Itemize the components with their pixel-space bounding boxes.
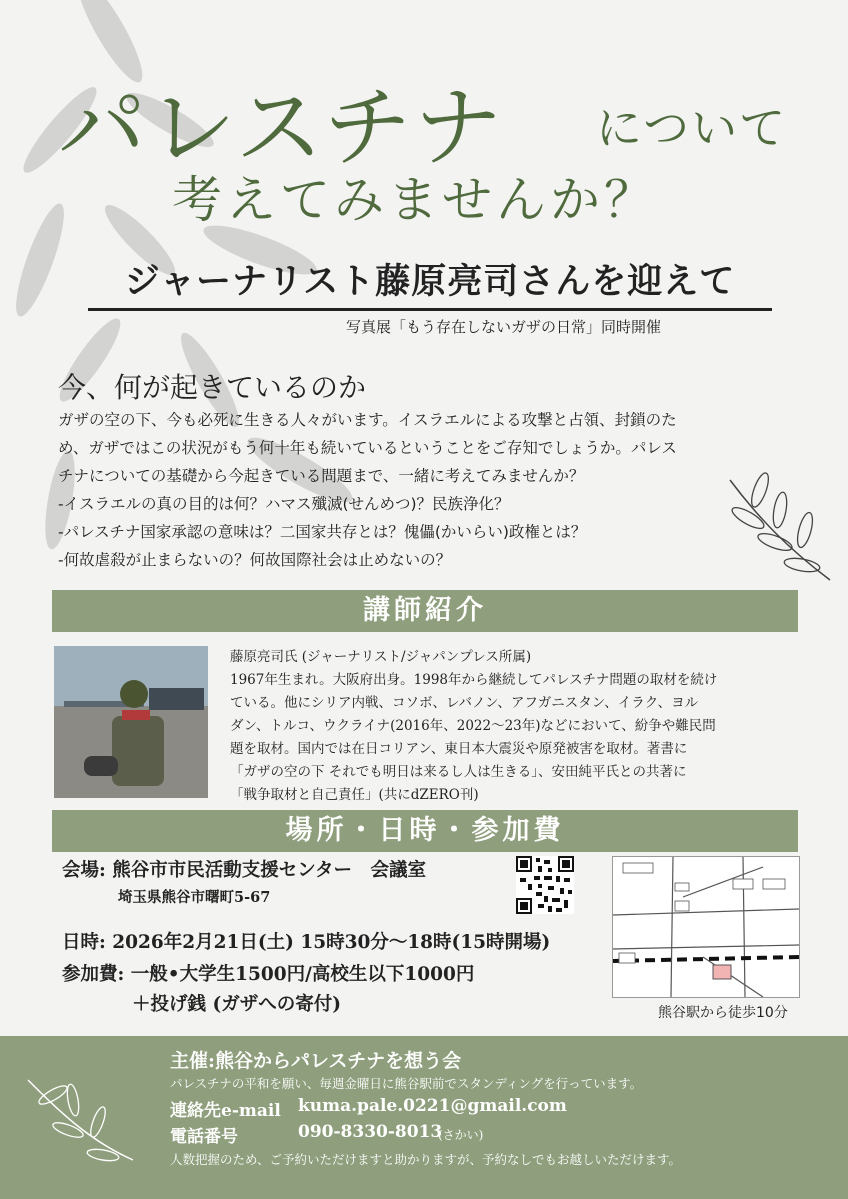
bio-line: 「ガザの空の下 それでも明日は来るし人は生きる」、安田純平氏との共著に bbox=[230, 764, 687, 780]
intro-line: ガザの空の下、今も必死に生きる人々がいます。イスラエルによる攻撃と占領、封鎖のた bbox=[58, 411, 677, 429]
speaker-photo bbox=[54, 646, 208, 798]
bio-line: 1967年生まれ。大阪府出身。1998年から継続してパレスチナ問題の取材を続け bbox=[230, 672, 718, 688]
footer bbox=[0, 1036, 848, 1199]
question-item: -イスラエルの真の目的は何？ハマス殲滅(せんめつ)？民族浄化？ bbox=[58, 495, 510, 513]
question-item: -パレスチナ国家承認の意味は？二国家共存とは？傀儡(かいらい)政権とは？ bbox=[58, 523, 587, 541]
participation-fee: 参加費: 一般•大学生1500円/高校生以下1000円 bbox=[62, 964, 475, 985]
address: 埼玉県熊谷市曙町5-67 bbox=[118, 889, 271, 906]
bio-line: ダン、トルコ、ウクライナ(2016年、2022～23年)などにおいて、紛争や難民問 bbox=[230, 718, 716, 734]
bio-line: 題を取材。国内では在日コリアン、東日本大震災や原発被害を取材。著書に bbox=[230, 741, 688, 757]
bio-line: 「戦争取材と自己責任」(共にdZERO刊) bbox=[230, 787, 479, 803]
title-main: パレスチナ bbox=[58, 76, 504, 179]
question-item: -何故虐殺が止まらないの？何故国際社会は止めないの？ bbox=[58, 551, 452, 569]
title-sub-about: について bbox=[596, 101, 788, 155]
organizer-description: パレスチナの平和を願い、毎週金曜日に熊谷駅前でスタンディングを行っています。 bbox=[170, 1076, 643, 1091]
info-section-band: 場所・日時・参加費 bbox=[52, 810, 798, 852]
map-caption: 熊谷駅から徒歩10分 bbox=[658, 1005, 788, 1021]
reservation-note: 人数把握のため、ご予約いただけますと助かりますが、予約なしでもお越しいただけます。 bbox=[170, 1152, 682, 1167]
organizer: 主催:熊谷からパレスチナを想う会 bbox=[170, 1050, 462, 1072]
intro-text bbox=[58, 406, 798, 574]
phone-label: 電話番号 bbox=[170, 1127, 238, 1147]
email-link[interactable]: kuma.pale.0221@gmail.com bbox=[298, 1096, 567, 1116]
olive-branch-icon bbox=[720, 460, 840, 590]
phone-contact-note: (さかい) bbox=[438, 1128, 484, 1142]
intro-line: め、ガザではこの状況がもう何十年も続いているということをご存知でしょうか。パレス bbox=[58, 439, 677, 457]
donation-note: ＋投げ銭 (ガザへの寄付) bbox=[132, 994, 341, 1015]
speaker-bio bbox=[230, 646, 802, 807]
qr-code[interactable] bbox=[516, 856, 574, 914]
photo-exhibit-note: 写真展「もう存在しないガザの日常」同時開催 bbox=[346, 318, 662, 336]
phone-number[interactable]: 090-8330-8013 bbox=[298, 1122, 443, 1142]
bio-line: ている。他にシリア内戦、コソボ、レバノン、アフガニスタン、イラク、ヨル bbox=[230, 695, 699, 711]
headline: ジャーナリスト藤原亮司さんを迎えて bbox=[88, 254, 772, 311]
title-sub-question: 考えてみませんか？ bbox=[172, 171, 658, 229]
olive-branch-footer-icon bbox=[18, 1060, 138, 1170]
event-datetime: 日時: 2026年2月21日(土) 15時30分～18時(15時開場) bbox=[62, 932, 551, 953]
venue: 会場: 熊谷市市民活動支援センター 会議室 bbox=[62, 860, 427, 881]
speaker-name: 藤原亮司氏 (ジャーナリスト/ジャパンプレス所属) bbox=[230, 649, 532, 665]
email-label: 連絡先e-mail bbox=[170, 1101, 281, 1121]
speaker-section-band: 講師紹介 bbox=[52, 590, 798, 632]
section-now-heading: 今、何が起きているのか bbox=[58, 371, 367, 404]
intro-line: チナについての基礎から今起きている問題まで、一緒に考えてみませんか？ bbox=[58, 467, 585, 485]
access-map bbox=[612, 856, 800, 998]
